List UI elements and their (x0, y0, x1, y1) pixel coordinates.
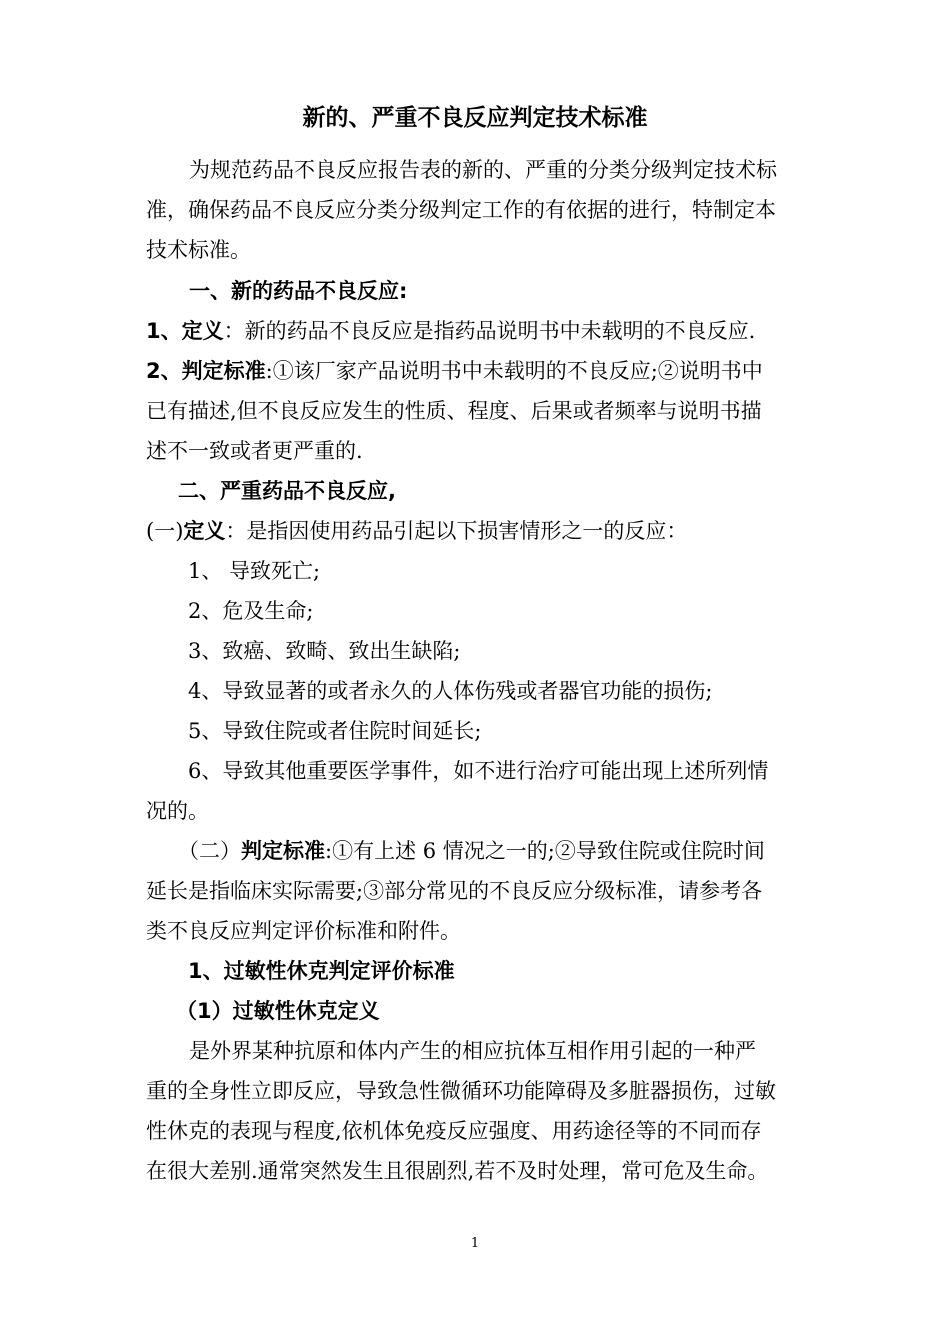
section2-definition-text: ：是指因使用药品引起以下损害情形之一的反应： (225, 519, 688, 543)
section2-definition (146, 516, 810, 546)
section2-criteria-prefix: （二） (178, 839, 241, 863)
section2-heading: 二、严重药品不良反应, (178, 479, 396, 503)
section1-heading: 一、新的药品不良反应: (189, 279, 408, 303)
list-item: 1、 导致死亡; (188, 559, 321, 583)
list-item: 2、危及生命; (188, 599, 314, 623)
section1-criteria-label: 2、判定标准 (146, 359, 266, 383)
section2-criteria-line-3: 类不良反应判定评价标准和附件。 (146, 919, 461, 943)
section1-definition-text: ：新的药品不良反应是指药品说明书中未载明的不良反应. (223, 319, 756, 343)
section3-subheading: （1）过敏性休克定义 (176, 999, 380, 1023)
section1-definition (146, 316, 810, 346)
document-title: 新的、严重不良反应判定技术标准 (302, 105, 648, 131)
section3-body-line-1: 是外界某种抗原和体内产生的相应抗体互相作用引起的一种严 (189, 1039, 756, 1063)
section2-definition-label: 定义 (183, 519, 226, 543)
list-item: 5、导致住院或者住院时间延长; (188, 719, 482, 743)
section3-body-line-4: 在很大差别.通常突然发生且很剧烈,若不及时处理，常可危及生命。 (146, 1159, 769, 1183)
section2-criteria (178, 836, 810, 866)
intro-line-2: 准，确保药品不良反应分类分级判定工作的有依据的进行，特制定本 (146, 198, 776, 222)
list-item: 4、导致显著的或者永久的人体伤残或者器官功能的损伤; (188, 679, 713, 703)
section3-body-line-3: 性休克的表现与程度,依机体免疫反应强度、用药途径等的不同而存 (146, 1119, 762, 1143)
intro-line-3: 技术标准。 (146, 238, 251, 262)
section1-criteria (146, 356, 810, 386)
intro-line-1: 为规范药品不良反应报告表的新的、严重的分类分级判定技术标 (189, 158, 777, 182)
section1-definition-label: 1、定义 (146, 319, 224, 343)
section1-criteria-line-3: 述不一致或者更严重的. (146, 439, 363, 463)
section3-body-line-2: 重的全身性立即反应，导致急性微循环功能障碍及多脏器损伤，过敏 (146, 1079, 776, 1103)
list-item: 3、致癌、致畸、致出生缺陷; (188, 639, 461, 663)
section3-heading: 1、过敏性休克判定评价标准 (188, 959, 455, 983)
list-item-continuation: 况的。 (146, 799, 209, 823)
section2-definition-prefix: (一) (146, 519, 184, 543)
section2-criteria-line-2: 延长是指临床实际需要;③部分常见的不良反应分级标准，请参考各 (146, 879, 763, 903)
section2-criteria-text: :①有上述 6 情况之一的;②导致住院或住院时间 (325, 839, 765, 863)
list-item: 6、导致其他重要医学事件，如不进行治疗可能出现上述所列情 (188, 759, 769, 783)
section1-criteria-line-2: 已有描述,但不良反应发生的性质、程度、后果或者频率与说明书描 (146, 399, 762, 423)
section2-criteria-label: 判定标准 (241, 839, 325, 863)
page-number: 1 (470, 1236, 480, 1251)
section1-criteria-text: :①该厂家产品说明书中未载明的不良反应;②说明书中 (265, 359, 763, 383)
